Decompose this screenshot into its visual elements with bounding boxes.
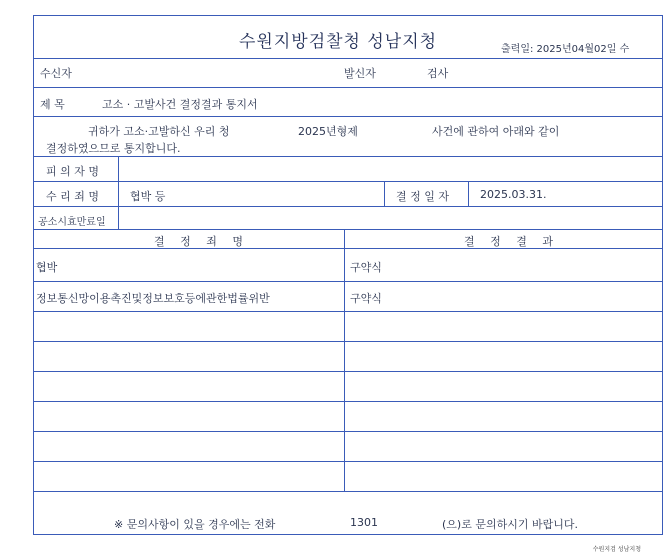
header-row xyxy=(34,16,662,59)
table-row xyxy=(34,462,662,492)
divider xyxy=(118,207,119,230)
results-header xyxy=(34,230,662,249)
accepted-charge-label: 수 리 죄 명 xyxy=(46,190,99,203)
address-row xyxy=(34,59,662,88)
col-result-header: 결 정 결 과 xyxy=(464,235,559,248)
inquiry-phone: 1301 xyxy=(350,516,378,529)
suspect-row xyxy=(34,157,662,182)
sender-value: 검사 xyxy=(427,67,449,80)
footer-row xyxy=(34,512,662,535)
intro-prefix: 귀하가 고소·고발하신 우리 청 xyxy=(88,125,230,138)
divider xyxy=(384,182,385,207)
office-title: 수원지방검찰청 성남지청 xyxy=(239,32,438,52)
divider xyxy=(118,157,119,182)
table-row xyxy=(34,249,662,282)
recipient-label: 수신자 xyxy=(40,67,72,80)
office-seal-text: 수원지검 성남지청 xyxy=(592,546,641,553)
intro-line2: 결정하였으므로 통지합니다. xyxy=(46,142,181,155)
table-row xyxy=(34,282,662,312)
statute-row xyxy=(34,207,662,230)
table-row xyxy=(34,342,662,372)
sender-label: 발신자 xyxy=(344,67,376,80)
divider xyxy=(468,182,469,207)
inquiry-suffix: (으)로 문의하시기 바랍니다. xyxy=(442,518,578,531)
divider xyxy=(118,182,119,207)
intro-row xyxy=(34,117,662,157)
row-charge: 협박 xyxy=(36,261,58,274)
results-column-divider xyxy=(344,230,345,492)
print-date: 출력일: 2025년04월02일 수 xyxy=(501,44,630,55)
row-result: 구약식 xyxy=(350,292,382,305)
notice-form xyxy=(33,15,663,535)
intro-suffix: 사건에 관하여 아래와 같이 xyxy=(432,125,560,138)
decision-date-label: 결 정 일 자 xyxy=(396,190,449,203)
table-row xyxy=(34,312,662,342)
subject-label: 제 목 xyxy=(40,98,65,111)
table-row xyxy=(34,432,662,462)
accepted-charge-value: 협박 등 xyxy=(130,190,166,203)
inquiry-prefix: ※ 문의사항이 있을 경우에는 전화 xyxy=(114,518,276,531)
decision-date-value: 2025.03.31. xyxy=(480,188,547,201)
charge-row xyxy=(34,182,662,207)
table-row xyxy=(34,372,662,402)
table-row xyxy=(34,402,662,432)
suspect-label: 피 의 자 명 xyxy=(46,165,99,178)
row-result: 구약식 xyxy=(350,261,382,274)
row-charge: 정보통신망이용촉진및정보보호등에관한법률위반 xyxy=(36,292,270,305)
case-number: 2025년형제 xyxy=(298,125,358,138)
subject-row xyxy=(34,88,662,117)
col-charge-header: 결 정 죄 명 xyxy=(154,235,249,248)
statute-label: 공소시효만료일 xyxy=(38,217,106,228)
subject-value: 고소 · 고발사건 결정결과 통지서 xyxy=(102,98,258,111)
